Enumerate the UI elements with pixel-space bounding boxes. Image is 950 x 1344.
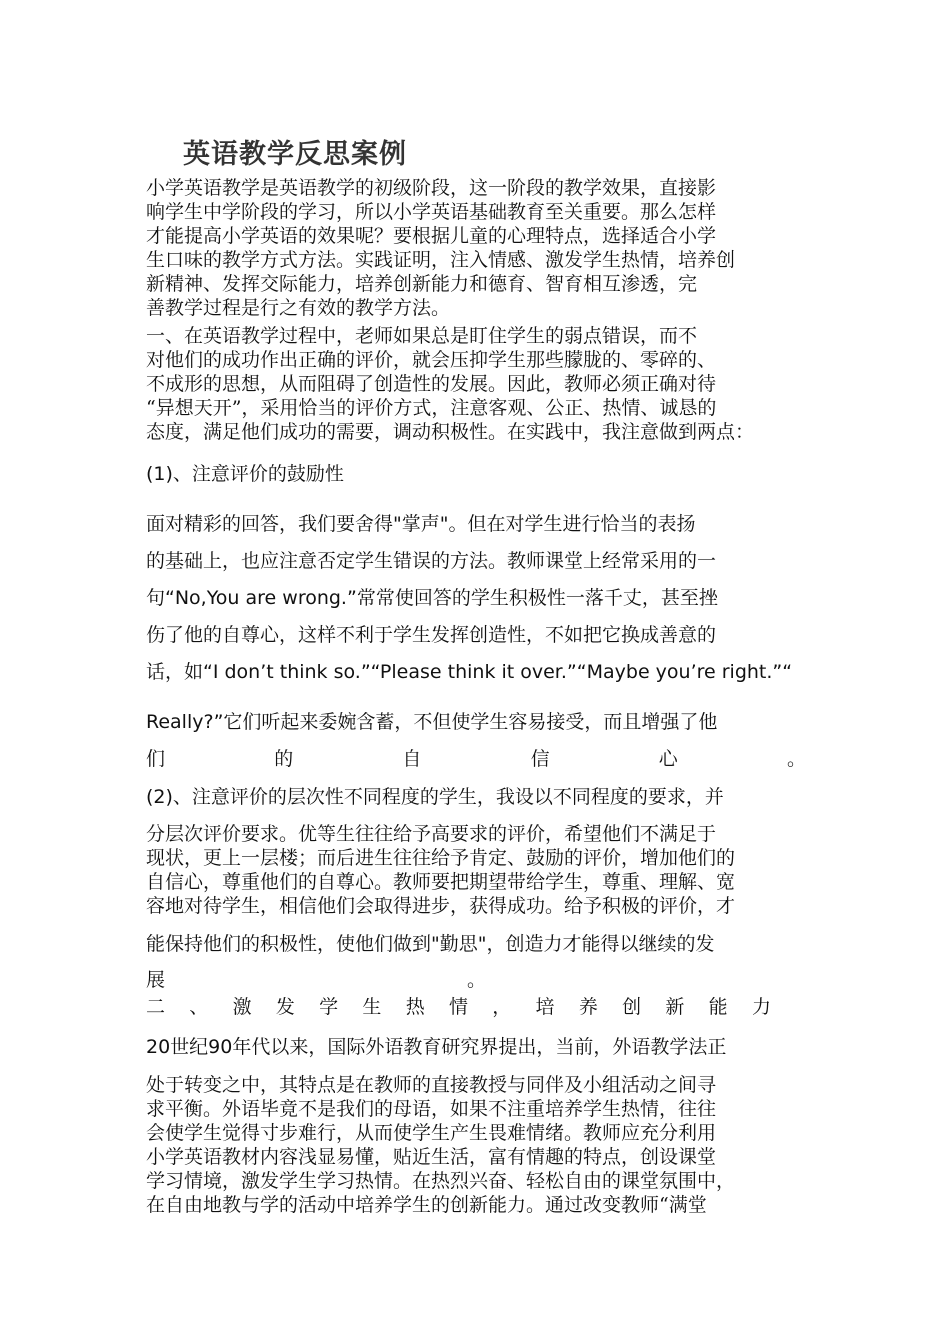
heading-char: 学 bbox=[319, 996, 339, 1018]
text-line: 伤了他的自尊心，这样不利于学生发挥创造性，不如把它换成善意的 bbox=[146, 624, 717, 646]
text-line: 句“No,You are wrong.”常常使回答的学生积极性一落千丈，甚至挫 bbox=[146, 587, 718, 609]
text-line: 学习情境，激发学生学习热情。在热烈兴奋、轻松自由的课堂氛围中， bbox=[146, 1170, 736, 1192]
text-line: “异想天开”，采用恰当的评价方式，注意客观、公正、热情、诚恳的 bbox=[146, 397, 717, 419]
text-line: 能保持他们的积极性，使他们做到"勤思"，创造力才能得以继续的发 bbox=[146, 933, 715, 955]
text-line: 态度，满足他们成功的需要，调动积极性。在实践中，我注意做到两点： bbox=[146, 421, 755, 443]
point-one-heading: (1)、注意评价的鼓励性 bbox=[146, 463, 344, 485]
text-char: 自 bbox=[402, 748, 422, 770]
text-line: 生口味的教学方式方法。实践证明，注入情感、激发学生热情，培养创 bbox=[146, 249, 736, 271]
text-line: 新精神、发挥交际能力，培养创新能力和德育、智育相互渗透，完 bbox=[146, 273, 698, 295]
text-line: 的基础上，也应注意否定学生错误的方法。教师课堂上经常采用的一 bbox=[146, 550, 717, 572]
text-char: 心 bbox=[658, 748, 678, 770]
heading-char: 创 bbox=[622, 996, 642, 1018]
text-char: 。 bbox=[466, 969, 486, 991]
heading-char: 热 bbox=[405, 996, 425, 1018]
text-line: 对他们的成功作出正确的评价，就会压抑学生那些朦胧的、零碎的、 bbox=[146, 349, 717, 371]
justified-line bbox=[146, 747, 806, 771]
text-line: 才能提高小学英语的效果呢？要根据儿童的心理特点，选择适合小学 bbox=[146, 225, 717, 247]
text-line: 在自由地教与学的活动中培养学生的创新能力。通过改变教师“满堂 bbox=[146, 1194, 707, 1216]
text-char: 展 bbox=[146, 969, 166, 991]
heading-char: 力 bbox=[751, 996, 771, 1018]
text-line: 会使学生觉得寸步难行，从而使学生产生畏难情绪。教师应充分利用 bbox=[146, 1122, 717, 1144]
text-line: 容地对待学生，相信他们会取得进步，获得成功。给予积极的评价，才 bbox=[146, 895, 736, 917]
text-line: 不成形的思想，从而阻碍了创造性的发展。因此，教师必须正确对待 bbox=[146, 373, 717, 395]
text-char: 信 bbox=[530, 748, 550, 770]
heading-char: 激 bbox=[232, 996, 252, 1018]
heading-char: ， bbox=[492, 996, 512, 1018]
text-line: 处于转变之中，其特点是在教师的直接教授与同伴及小组活动之间寻 bbox=[146, 1074, 717, 1096]
heading-char: 养 bbox=[578, 996, 598, 1018]
heading-char: 情 bbox=[448, 996, 468, 1018]
text-line: 善教学过程是行之有效的教学方法。 bbox=[146, 297, 451, 319]
heading-char: 发 bbox=[275, 996, 295, 1018]
text-line: 面对精彩的回答，我们要舍得"掌声"。但在对学生进行恰当的表扬 bbox=[146, 513, 696, 535]
heading-char: 二 bbox=[146, 996, 166, 1018]
text-line: 一、在英语教学过程中，老师如果总是盯住学生的弱点错误，而不 bbox=[146, 325, 698, 347]
section-two-heading bbox=[146, 995, 771, 1019]
text-line: 小学英语教材内容浅显易懂，贴近生活，富有情趣的特点，创设课堂 bbox=[146, 1146, 717, 1168]
text-line: 小学英语教学是英语教学的初级阶段，这一阶段的教学效果，直接影 bbox=[146, 177, 717, 199]
text-line: Really?”它们听起来委婉含蓄，不但使学生容易接受，而且增强了他 bbox=[146, 711, 718, 733]
document-title: 英语教学反思案例 bbox=[183, 139, 407, 170]
heading-char: 生 bbox=[362, 996, 382, 1018]
heading-char: 、 bbox=[189, 996, 209, 1018]
text-line: 响学生中学阶段的学习，所以小学英语基础教育至关重要。那么怎样 bbox=[146, 201, 717, 223]
text-char: 们 bbox=[146, 748, 166, 770]
text-line: 20世纪90年代以来，国际外语教育研究界提出，当前，外语教学法正 bbox=[146, 1036, 727, 1058]
text-line: 话，如“I don’t think so.”“Please think it over.”“Maybe you’re right.”“ bbox=[146, 661, 793, 683]
text-line: (2)、注意评价的层次性不同程度的学生，我设以不同程度的要求，并 bbox=[146, 786, 724, 808]
text-char: 。 bbox=[786, 748, 806, 770]
text-line: 分层次评价要求。优等生往往给予高要求的评价，希望他们不满足于 bbox=[146, 823, 717, 845]
justified-line bbox=[146, 968, 486, 992]
text-line: 现状，更上一层楼；而后进生往往给予肯定、鼓励的评价，增加他们的 bbox=[146, 847, 736, 869]
text-char: 的 bbox=[274, 748, 294, 770]
text-line: 求平衡。外语毕竟不是我们的母语，如果不注重培养学生热情，往往 bbox=[146, 1098, 717, 1120]
text-line: 自信心，尊重他们的自尊心。教师要把期望带给学生，尊重、理解、宽 bbox=[146, 871, 736, 893]
heading-char: 能 bbox=[708, 996, 728, 1018]
heading-char: 培 bbox=[535, 996, 555, 1018]
heading-char: 新 bbox=[665, 996, 685, 1018]
